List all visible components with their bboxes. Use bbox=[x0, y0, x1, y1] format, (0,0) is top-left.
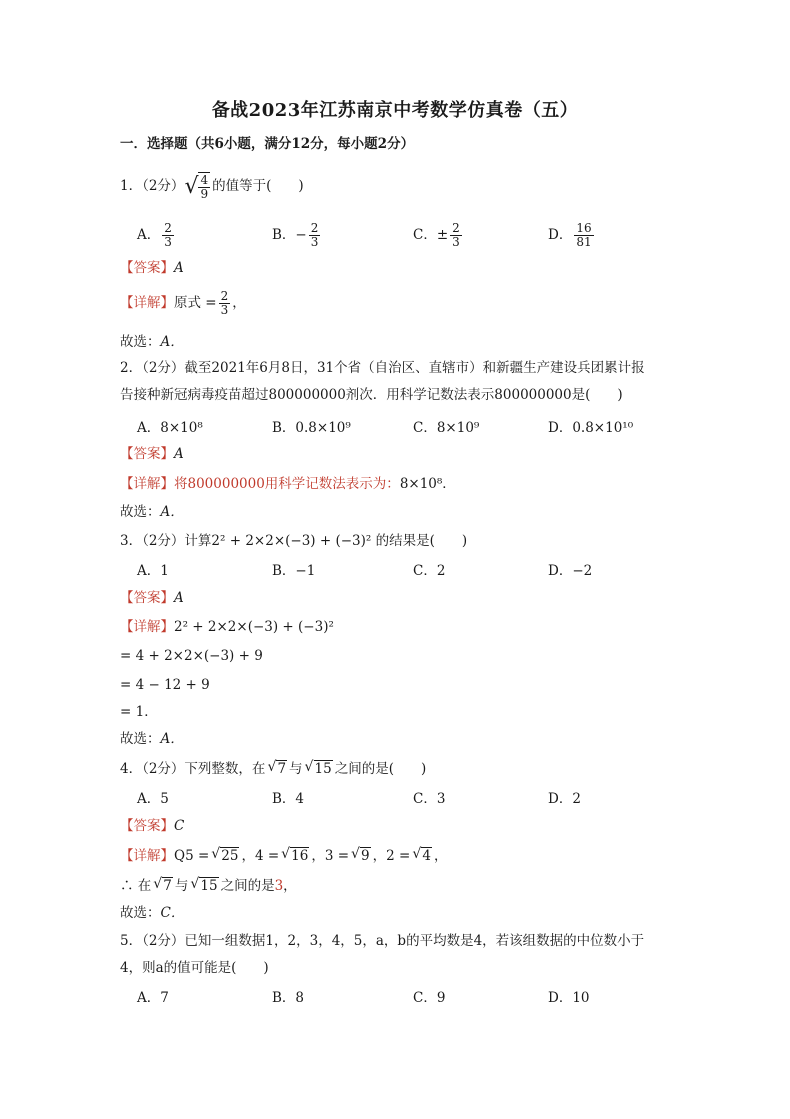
q1-option-d: D． $\frac{16}{81}$ bbox=[548, 221, 592, 249]
q2-option-a: A．8×10⁸ bbox=[137, 420, 203, 436]
q4-detail: 【详解】Q5 =√ 25 ，4 =√ 16 ，3 =√ 9 ，2 =√ 4 ， bbox=[120, 846, 447, 866]
q3-answer: 【答案】A bbox=[120, 590, 184, 606]
question-2-line1: 2．（2分）截至2021年6月8日，31个省（自治区、直辖市）和新疆生产建设兵团累计报 bbox=[120, 360, 645, 376]
q3-step-1: = 4 + 2×2×(−3) + 9 bbox=[120, 648, 263, 664]
q3-step-2: = 4 − 12 + 9 bbox=[120, 677, 210, 693]
question-5-line2: 4，则a的值可能是( ) bbox=[120, 960, 269, 976]
q4-option-b: B．4 bbox=[272, 791, 305, 807]
q5-option-d: D．10 bbox=[548, 990, 590, 1006]
question-1-stem bbox=[120, 172, 304, 201]
q1-option-c: C．± $\frac{2}{3}$ bbox=[413, 221, 460, 249]
q3-detail: 【详解】2² + 2×2×(−3) + (−3)² bbox=[120, 619, 334, 635]
q4-sqrt-7: √ 7 bbox=[267, 759, 287, 779]
q1-sqrt: √ $\frac{4}{9}$ bbox=[184, 172, 212, 201]
q2-detail: 【详解】将800000000用科学记数法表示为：8×10⁸． bbox=[120, 476, 456, 492]
q3-choose: 故选：A． bbox=[120, 731, 184, 747]
q1-choose: 故选：A． bbox=[120, 334, 184, 350]
q4-choose: 故选：C． bbox=[120, 905, 185, 921]
q2-option-b: B．0.8×10⁹ bbox=[272, 420, 351, 436]
q5-option-a: A．7 bbox=[137, 990, 169, 1006]
q1-suffix: 的值等于( ) bbox=[212, 178, 304, 194]
q1-detail: 【详解】原式 = $\frac{2}{3}$ ， bbox=[120, 289, 246, 317]
q2-option-d: D．0.8×10¹⁰ bbox=[548, 420, 634, 436]
section-heading: 一．选择题（共6小题，满分12分，每小题2分） bbox=[120, 136, 415, 152]
q5-option-c: C．9 bbox=[413, 990, 446, 1006]
q1-option-b: B．− $\frac{2}{3}$ bbox=[272, 221, 319, 249]
question-2-line2: 告接种新冠病毒疫苗超过800000000剂次．用科学记数法表示800000000是( ) bbox=[120, 387, 623, 403]
q3-option-d: D．−2 bbox=[548, 563, 593, 579]
q2-option-c: C．8×10⁹ bbox=[413, 420, 480, 436]
q1-option-a: A． $\frac{2}{3}$ bbox=[137, 221, 172, 249]
q2-answer: 【答案】A bbox=[120, 446, 184, 462]
question-4-stem: 4．（2分）下列整数，在√ 7 与√ 15 之间的是( ) bbox=[120, 759, 426, 779]
q2-choose: 故选：A． bbox=[120, 504, 184, 520]
question-3-stem: 3．（2分）计算2² + 2×2×(−3) + (−3)² 的结果是( ) bbox=[120, 533, 468, 549]
question-5-line1: 5．（2分）已知一组数据1，2，3，4，5，a，b的平均数是4，若该组数据的中位数小于 bbox=[120, 933, 645, 949]
q1-prefix: 1．（2分） bbox=[120, 178, 185, 194]
q4-answer: 【答案】C bbox=[120, 818, 185, 834]
page-title: 备战2023年江苏南京中考数学仿真卷（五） bbox=[211, 100, 579, 121]
q4-option-a: A．5 bbox=[137, 791, 169, 807]
q4-option-d: D．2 bbox=[548, 791, 581, 807]
q5-option-b: B．8 bbox=[272, 990, 305, 1006]
q4-option-c: C．3 bbox=[413, 791, 446, 807]
q1-answer: 【答案】A bbox=[120, 260, 184, 276]
q3-option-a: A．1 bbox=[137, 563, 169, 579]
q4-sqrt-15: √ 15 bbox=[305, 759, 333, 779]
q4-conclusion: ∴ 在√ 7 与√ 15 之间的是3， bbox=[120, 876, 297, 896]
q3-step-3: = 1． bbox=[120, 704, 158, 720]
q3-option-b: B．−1 bbox=[272, 563, 316, 579]
q3-option-c: C．2 bbox=[413, 563, 446, 579]
